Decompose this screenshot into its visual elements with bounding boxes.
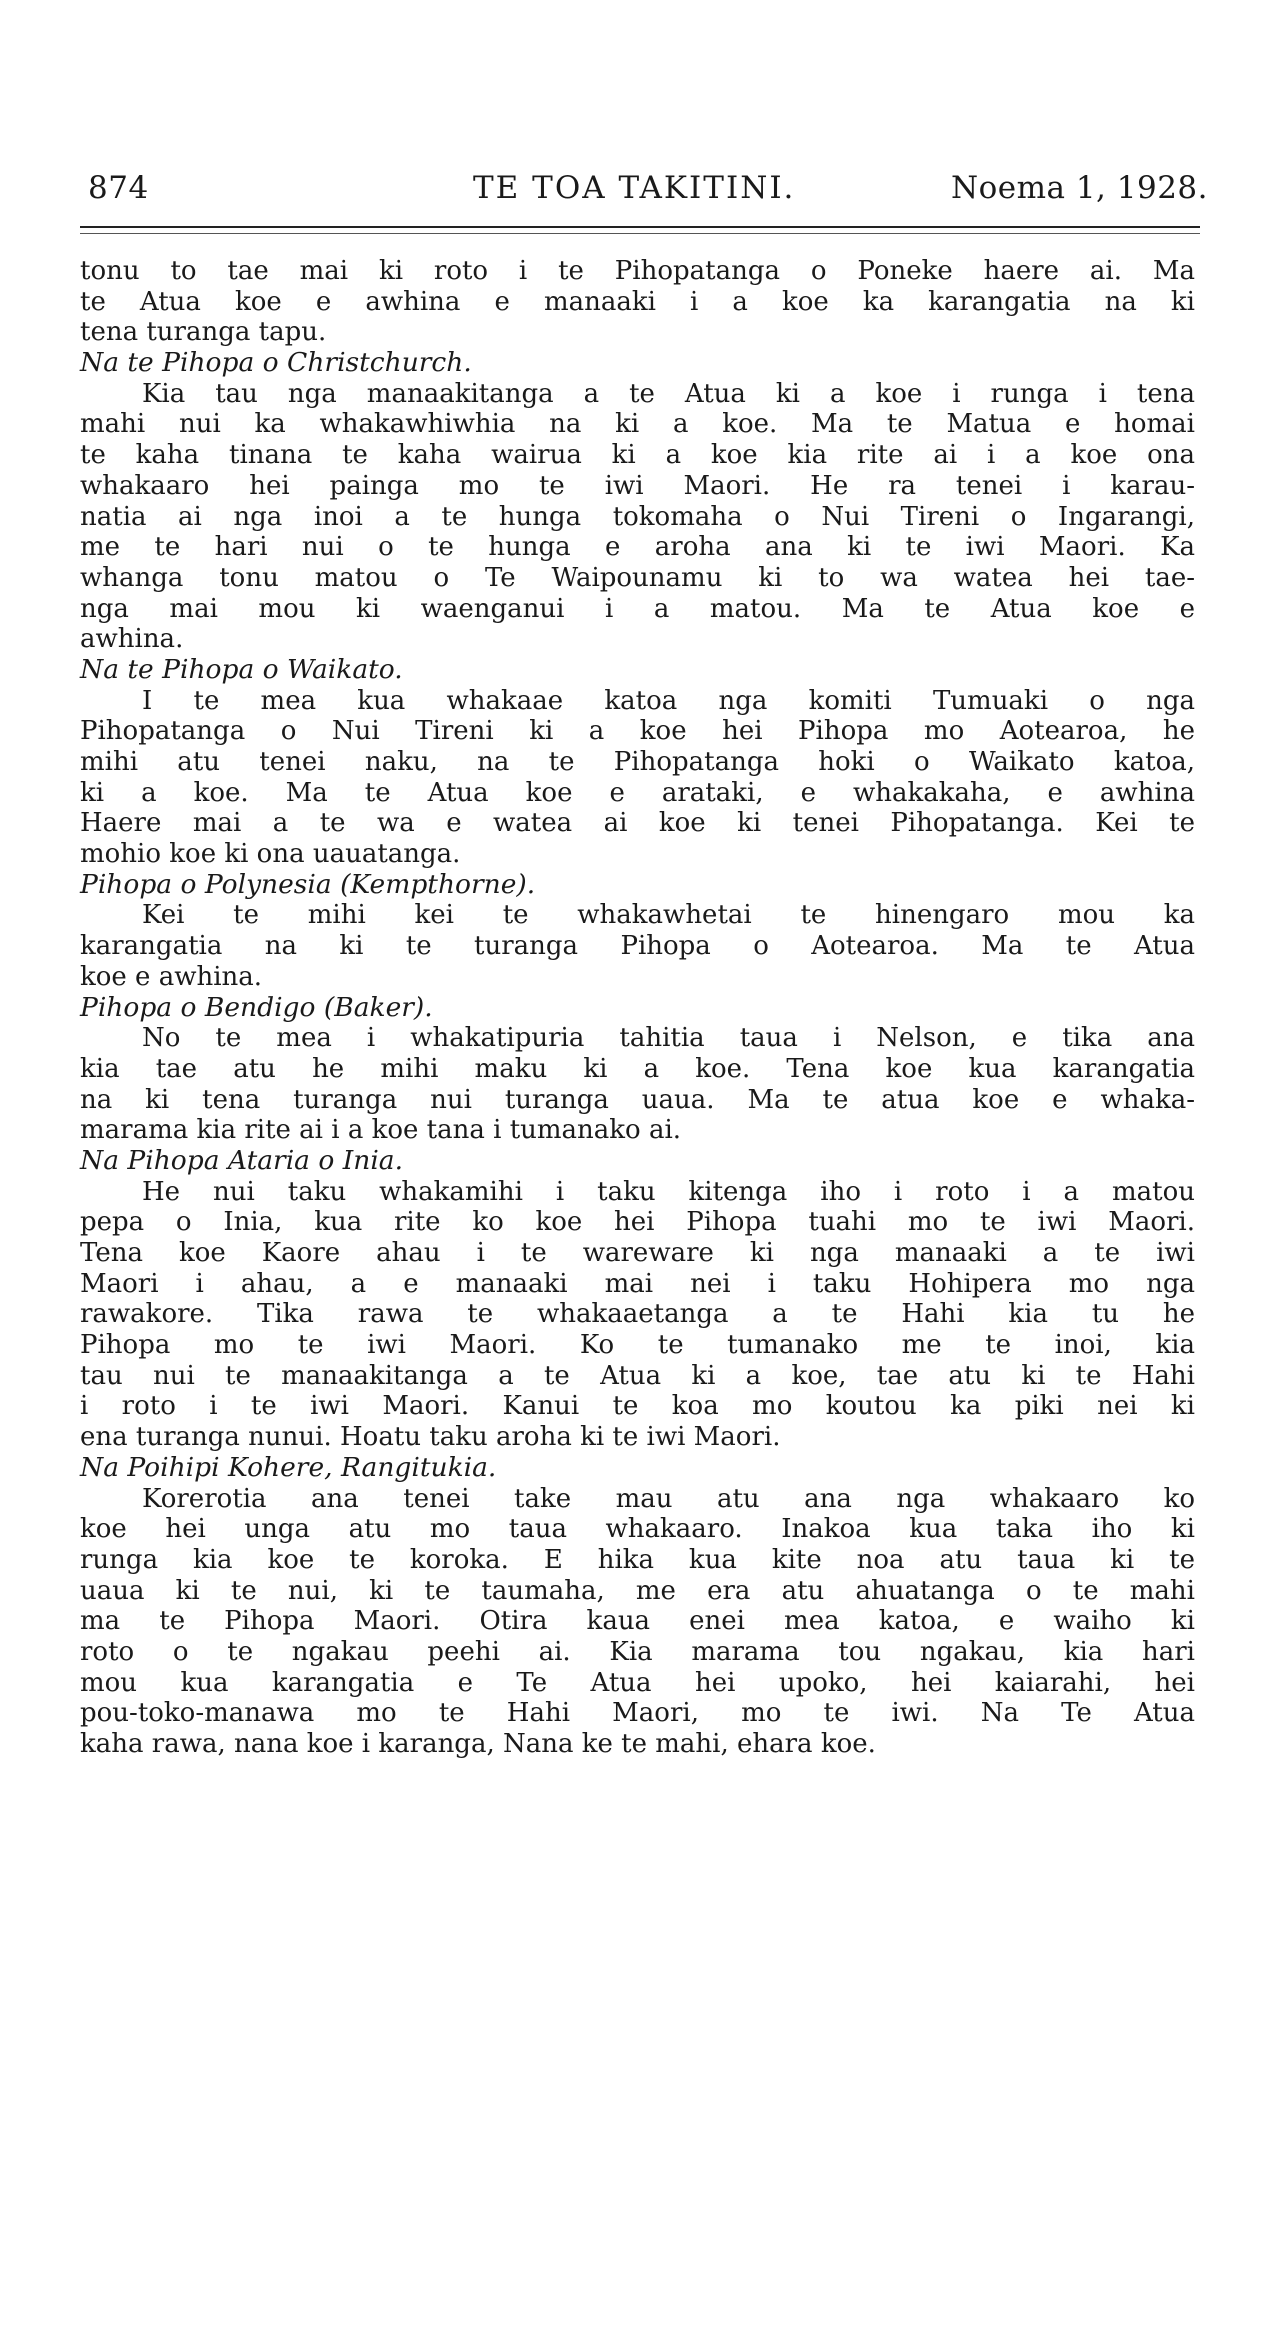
text-line: roto o te ngakau peehi ai. Kia marama tou ngakau, kia hari	[80, 1636, 1195, 1667]
text-line: kia tae atu he mihi maku ki a koe. Tena koe kua karangatia	[80, 1053, 1195, 1084]
text-line: ma te Pihopa Maori. Otira kaua enei mea katoa, e waiho ki	[80, 1606, 1195, 1637]
text-line: Kei te mihi kei te whakawhetai te hinengaro mou ka	[142, 900, 1195, 931]
text-line: koe hei unga atu mo taua whakaaro. Inakoa kua taka iho ki	[80, 1514, 1195, 1545]
section-heading: Pihopa o Polynesia (Kempthorne).	[80, 868, 536, 900]
text-line: na ki tena turanga nui turanga uaua. Ma te atua koe e whaka-	[80, 1084, 1195, 1115]
text-line: tena turanga tapu.	[80, 317, 327, 348]
text-line: Kia tau nga manaakitanga a te Atua ki a koe i runga i tena	[142, 378, 1195, 409]
letter-section	[80, 870, 1195, 993]
text-line: mihi atu tenei naku, na te Pihopatanga hoki o Waikato katoa,	[80, 747, 1195, 777]
text-line: te kaha tinana te kaha wairua ki a koe kia rite ai i a koe ona	[80, 440, 1195, 471]
letter-section	[80, 1146, 1195, 1453]
text-line: Tena koe Kaore ahau i te wareware ki nga manaaki a te iwi	[80, 1238, 1195, 1268]
text-line: kaha rawa, nana koe i karanga, Nana ke te mahi, ehara koe.	[80, 1729, 876, 1759]
text-line: mou kua karangatia e Te Atua hei upoko, hei kaiarahi, hei	[80, 1667, 1195, 1698]
text-line: koe e awhina.	[80, 961, 263, 992]
text-line: nga mai mou ki waenganui i a matou. Ma te Atua koe e	[80, 593, 1195, 624]
section-heading: Pihopa o Bendigo (Baker).	[80, 991, 433, 1023]
header-rule	[80, 226, 1200, 228]
running-header	[88, 170, 1208, 230]
header-rule-thin	[80, 233, 1200, 234]
letter-section	[80, 256, 1195, 348]
text-line: whakaaro hei painga mo te iwi Maori. He ra tenei i karau-	[80, 470, 1195, 501]
text-line: pepa o Inia, kua rite ko koe hei Pihopa tuahi mo te iwi Maori.	[80, 1207, 1195, 1238]
section-heading: Na te Pihopa o Waikato.	[80, 653, 403, 685]
text-line: ena turanga nunui. Hoatu taku aroha ki te iwi Maori.	[80, 1422, 781, 1453]
newspaper-title: TE TOA TAKITINI.	[473, 170, 796, 206]
text-line: No te mea i whakatipuria tahitia taua i Nelson, e tika ana	[142, 1023, 1195, 1054]
section-heading: Na te Pihopa o Christchurch.	[80, 347, 472, 379]
text-line: He nui taku whakamihi i taku kitenga iho i roto i a matou	[142, 1176, 1195, 1207]
text-line: me te hari nui o te hunga e aroha ana ki te iwi Maori. Ka	[80, 532, 1195, 563]
text-line: mohio koe ki ona uauatanga.	[80, 839, 461, 870]
text-line: Pihopatanga o Nui Tireni ki a koe hei Pihopa mo Aotearoa, he	[80, 716, 1195, 747]
text-line: Korerotia ana tenei take mau atu ana nga whakaaro ko	[142, 1483, 1195, 1514]
text-line: pou-toko-manawa mo te Hahi Maori, mo te iwi. Na Te Atua	[80, 1698, 1195, 1729]
text-line: uaua ki te nui, ki te taumaha, me era atu ahuatanga o te mahi	[80, 1575, 1195, 1606]
issue-date: Noema 1, 1928.	[950, 170, 1208, 206]
text-line: tau nui te manaakitanga a te Atua ki a koe, tae atu ki te Hahi	[80, 1360, 1195, 1391]
text-line: Maori i ahau, a e manaaki mai nei i taku Hohipera mo nga	[80, 1268, 1195, 1299]
text-line: awhina.	[80, 624, 184, 655]
text-line: marama kia rite ai i a koe tana i tumanako ai.	[80, 1115, 682, 1146]
text-line: runga kia koe te koroka. E hika kua kite noa atu taua ki te	[80, 1544, 1195, 1575]
section-heading: Na Poihipi Kohere, Rangitukia.	[80, 1451, 497, 1483]
letter-section	[80, 1453, 1195, 1760]
text-line: ki a koe. Ma te Atua koe e arataki, e whakakaha, e awhina	[80, 777, 1195, 808]
text-line: I te mea kua whakaae katoa nga komiti Tumuaki o nga	[142, 685, 1195, 716]
text-line: i roto i te iwi Maori. Kanui te koa mo koutou ka piki nei ki	[80, 1391, 1195, 1422]
text-line: mahi nui ka whakawhiwhia na ki a koe. Ma te Matua e homai	[80, 409, 1195, 440]
text-line: whanga tonu matou o Te Waipounamu ki to wa watea hei tae-	[80, 562, 1195, 593]
section-heading: Na Pihopa Ataria o Inia.	[80, 1144, 404, 1176]
letter-section	[80, 655, 1195, 870]
article-body	[80, 256, 1195, 1760]
letter-section	[80, 348, 1195, 655]
text-line: rawakore. Tika rawa te whakaaetanga a te Hahi kia tu he	[80, 1299, 1195, 1330]
text-line: tonu to tae mai ki roto i te Pihopatanga o Poneke haere ai. Ma	[80, 256, 1195, 286]
page-number: 874	[88, 170, 149, 206]
text-line: te Atua koe e awhina e manaaki i a koe ka karangatia na ki	[80, 286, 1195, 317]
text-line: Haere mai a te wa e watea ai koe ki tenei Pihopatanga. Kei te	[80, 808, 1195, 839]
text-line: natia ai nga inoi a te hunga tokomaha o Nui Tireni o Ingarangi,	[80, 501, 1195, 532]
text-line: karangatia na ki te turanga Pihopa o Aotearoa. Ma te Atua	[80, 931, 1195, 962]
letter-section	[80, 993, 1195, 1146]
text-line: Pihopa mo te iwi Maori. Ko te tumanako me te inoi, kia	[80, 1330, 1195, 1361]
